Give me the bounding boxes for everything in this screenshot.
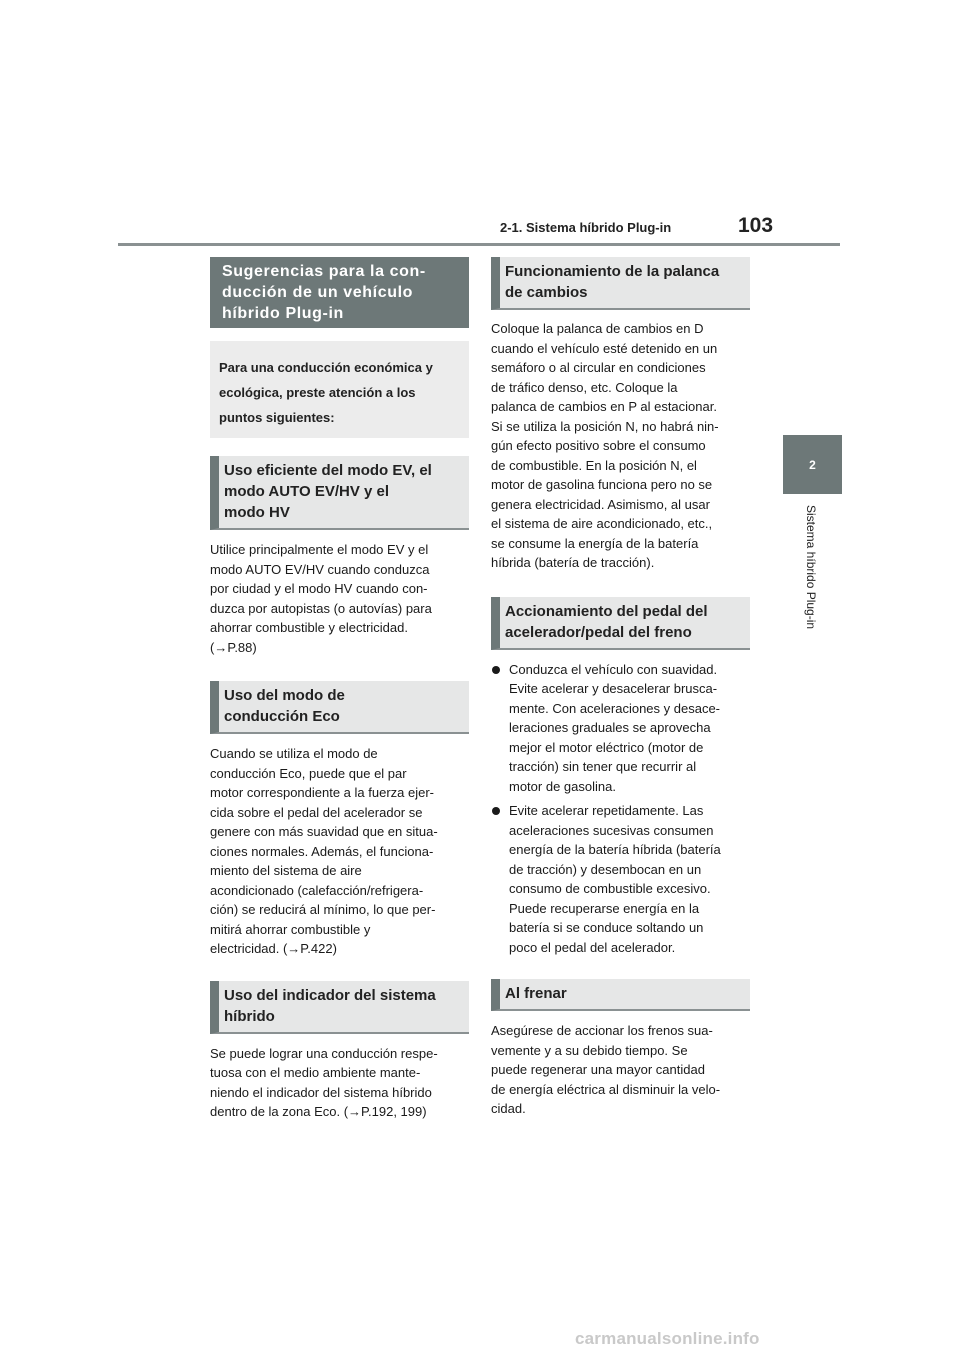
section-heading-hybrid-indicator xyxy=(210,981,469,1034)
chapter-number: 2 xyxy=(809,457,816,472)
bullet-text: Conduzca el vehículo con suavidad. Evite acelerar y desacelerar brusca- mente. Con aceleraciones y desace- leraciones graduales se aprovecha mejor el motor eléctrico (motor de tracción) sin tener que recurrir al motor de gasolina. xyxy=(509,661,721,794)
left-column xyxy=(210,257,469,1122)
section-heading-text: Funcionamiento de la palanca de cambios xyxy=(505,263,720,301)
section-heading-text: Uso eficiente del modo EV, el modo AUTO EV/HV y el modo HV xyxy=(224,462,432,521)
chapter-side-label: Sistema híbrido Plug-in xyxy=(804,505,818,630)
intro-box xyxy=(210,341,469,438)
braking-text: Asegúrese de accionar los frenos sua- vemente y a su debido tiempo. Se puede regenerar una mayor cantidad de energía eléctrica al disminuir la velo- cidad. xyxy=(491,1023,721,1116)
section-heading-text: Uso del modo de conducción Eco xyxy=(224,687,345,725)
page-number: 103 xyxy=(738,214,774,237)
bullet-text: Evite acelerar repetidamente. Las aceleraciones sucesivas consumen energía de la batería híbrida (batería de tracción) y desembocan en un consumo de combustible excesivo. Puede recuperarse energía en la batería si se conduce soltando un poco el pedal del acelerador. xyxy=(509,803,721,955)
pedals-bullet-list xyxy=(491,660,750,958)
bullet-icon xyxy=(492,807,500,815)
ev-mode-text: Utilice principalmente el modo EV y el modo AUTO EV/HV cuando conduzca por ciudad y el modo HV cuando con- duzca por autopistas (o autovías) para ahorrar combustible y electricidad. (→P.88) xyxy=(210,542,432,655)
list-item xyxy=(491,660,750,797)
header-divider xyxy=(118,243,840,246)
section-title: 2-1. Sistema híbrido Plug-in xyxy=(500,220,672,235)
intro-text: Para una conducción económica y ecológica, preste atención a los puntos siguientes: xyxy=(219,360,433,425)
chapter-tab xyxy=(783,435,842,494)
list-item xyxy=(491,801,750,957)
bullet-icon xyxy=(492,666,500,674)
intro-heading xyxy=(210,257,469,328)
section-heading-text: Al frenar xyxy=(505,985,567,1002)
intro-heading-text: Sugerencias para la con- ducción de un vehículo híbrido Plug-in xyxy=(222,263,426,322)
hybrid-indicator-text: Se puede lograr una conducción respe- tuosa con el medio ambiente mante- niendo el indicador del sistema híbrido dentro de la zona Eco. (→P.192, 199) xyxy=(210,1045,438,1119)
section-heading-pedals xyxy=(491,597,750,650)
section-heading-eco-mode xyxy=(210,681,469,734)
section-heading-ev-mode xyxy=(210,456,469,530)
watermark-text: carmanualsonline.info xyxy=(575,1329,760,1348)
right-column xyxy=(491,257,750,1119)
section-heading-text: Uso del indicador del sistema híbrido xyxy=(224,986,436,1025)
section-heading-braking xyxy=(491,979,750,1011)
shift-lever-text: Coloque la palanca de cambios en D cuando el vehículo esté detenido en un semáforo o al circular en condiciones de tráfico denso, etc. Coloque la palanca de cambios en P al estacionar. Si se utiliza la posición N, no habrá nin- gún efecto positivo sobre el consumo de combustible. En la posición N, el motor de gasolina funciona pero no se genera electricidad. Asimismo, al usar el sistema de aire acondicionado, etc., se consume la energía de la batería híbrida (batería de tracción). xyxy=(491,321,719,570)
section-heading-shift-lever xyxy=(491,257,750,310)
eco-mode-text: Cuando se utiliza el modo de conducción Eco, puede que el par motor correspondiente a la fuerza ejer- cida sobre el pedal del acelerador se genere con más suavidad que en situa- ciones normales. Además, el funciona- miento del sistema de aire acondicionado (calefacción/refrigera- ción) se reducirá al mínimo, lo que per- mitirá ahorrar combustible y electricidad. (→P.422) xyxy=(210,746,438,956)
section-heading-text: Accionamiento del pedal del acelerador/pedal del freno xyxy=(505,602,708,641)
